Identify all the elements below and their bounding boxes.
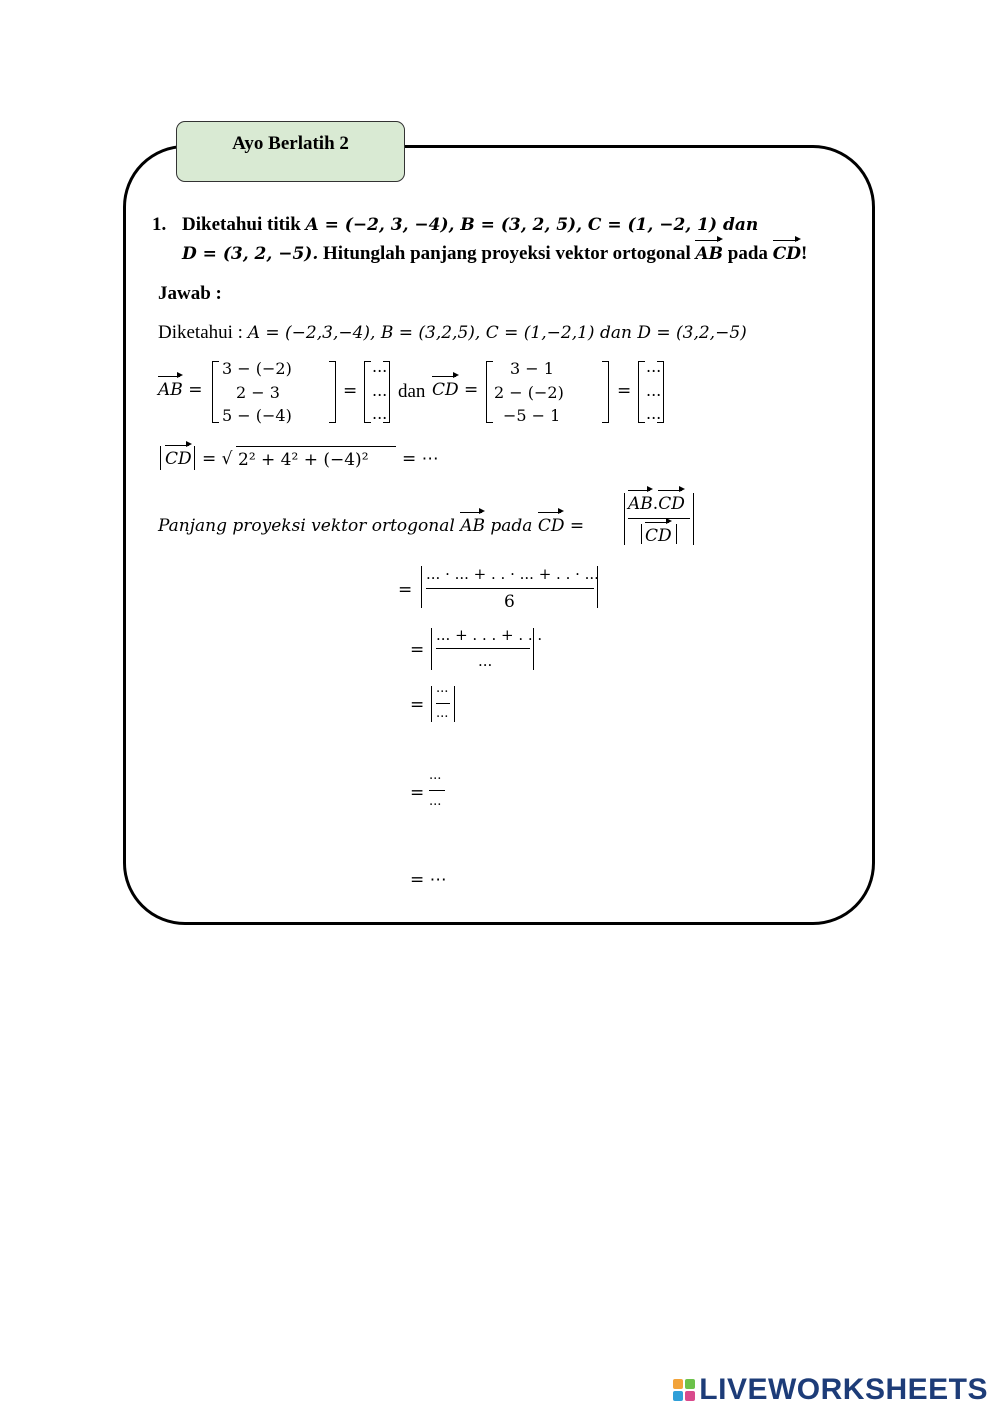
logo-text: LIVEWORKSHEETS — [699, 1373, 988, 1406]
step1-den: 6 — [504, 592, 515, 612]
mag-result: = ⋯ — [402, 449, 439, 469]
step3-fraction-line — [436, 703, 450, 704]
proj-den-bar-right — [676, 524, 677, 544]
question-dan: dan — [722, 215, 759, 235]
proj-numerator: AB.CD — [628, 488, 685, 514]
cd-blank-2: ... — [646, 381, 662, 400]
step1-fraction-line — [426, 588, 594, 589]
cd-blank-1: ... — [646, 357, 662, 376]
question-line-1: Diketahui titik A = (−2, 3, −4), B = (3, 2, 5), C = (1, −2, 1) dan — [182, 214, 759, 235]
step5-result: = ⋯ — [410, 870, 447, 890]
mag-label: CD — [165, 443, 192, 469]
ab-blank-1: ... — [372, 357, 388, 376]
proj-den-bar-left — [641, 524, 642, 544]
ab-row-1: 3 − (−2) — [222, 359, 292, 378]
step1-bar-left — [421, 566, 422, 608]
question-point-d: D = (3, 2, −5). — [182, 244, 319, 264]
step2-fraction-line — [436, 648, 530, 649]
step2-num: ... + . . . + . . . — [436, 626, 543, 644]
step4-eq: = — [410, 783, 425, 803]
ab-bracket-left — [212, 361, 219, 423]
cd-equals: = — [617, 381, 632, 401]
mag-bar-left — [160, 446, 161, 470]
step2-bar-left — [431, 628, 432, 670]
tab-title: Ayo Berlatih 2 — [232, 133, 349, 154]
exercise-tab — [176, 121, 405, 182]
proj-fraction-line — [628, 518, 690, 519]
step3-eq: = — [410, 695, 425, 715]
ab-blank-3: ... — [372, 404, 388, 423]
question-vec-ab: AB — [695, 238, 723, 264]
cd-blank-bracket-left — [638, 361, 645, 423]
question-line-2: D = (3, 2, −5). Hitunglah panjang proyeksi vektor ortogonal AB pada CD! — [182, 238, 807, 265]
step4-num: ... — [429, 768, 442, 783]
cd-bracket-right — [602, 361, 609, 423]
ab-bracket-right — [329, 361, 336, 423]
logo-icon — [673, 1379, 695, 1401]
known-expr: A = (−2,3,−4), B = (3,2,5), C = (1,−2,1) dan D = (3,2,−5) — [247, 323, 747, 343]
proj-bar-right — [693, 493, 694, 545]
mag-expr: = √ — [202, 449, 233, 469]
mag-bar-right — [194, 446, 195, 470]
cd-blank-bracket-right — [657, 361, 664, 423]
ab-blank-bracket-right — [383, 361, 390, 423]
projection-line: Panjang proyeksi vektor ortogonal AB pada CD = — [158, 510, 584, 536]
ab-row-2: 2 − 3 — [236, 383, 280, 402]
step3-bar-left — [431, 686, 432, 722]
vec-ab-label: AB = — [158, 374, 202, 400]
cd-bracket-left — [486, 361, 493, 423]
mag-radicand: 2² + 4² + (−4)² — [238, 450, 369, 470]
sqrt-overline — [236, 446, 396, 447]
question-vec-cd: CD — [773, 238, 801, 264]
step2-bar-right — [533, 628, 534, 670]
ab-blank-2: ... — [372, 381, 388, 400]
known-line: Diketahui : A = (−2,3,−4), B = (3,2,5), C = (1,−2,1) dan D = (3,2,−5) — [158, 322, 747, 343]
question-number: 1. — [152, 214, 167, 235]
cd-row-1: 3 − 1 — [510, 359, 554, 378]
step4-den: ... — [429, 794, 442, 809]
answer-label: Jawab : — [158, 283, 222, 304]
step1-eq: = — [398, 580, 413, 600]
step1-bar-right — [597, 566, 598, 608]
proj-denominator: CD — [645, 520, 672, 546]
step3-num: ... — [436, 681, 449, 696]
cd-blank-3: ... — [646, 404, 662, 423]
projection-vec-cd: CD — [538, 510, 565, 536]
liveworksheets-logo — [673, 1374, 988, 1406]
step3-den: ... — [436, 706, 449, 721]
question-points: A = (−2, 3, −4), B = (3, 2, 5), C = (1, −2, 1) — [305, 215, 723, 235]
ab-blank-bracket-left — [364, 361, 371, 423]
step2-eq: = — [410, 640, 425, 660]
cd-row-2: 2 − (−2) — [494, 383, 564, 402]
step2-den: ... — [478, 652, 493, 670]
step3-bar-right — [454, 686, 455, 722]
step1-num: ... · ... + . . · ... + . . · ... — [426, 565, 599, 583]
projection-vec-ab: AB — [460, 510, 485, 536]
proj-bar-left — [624, 493, 625, 545]
ab-equals: = — [343, 381, 358, 401]
cd-row-3: −5 − 1 — [503, 406, 561, 425]
vectors-dan: dan — [398, 381, 426, 402]
ab-row-3: 5 − (−4) — [222, 406, 292, 425]
step4-fraction-line — [429, 790, 445, 791]
vec-cd-label: CD = — [432, 374, 478, 400]
